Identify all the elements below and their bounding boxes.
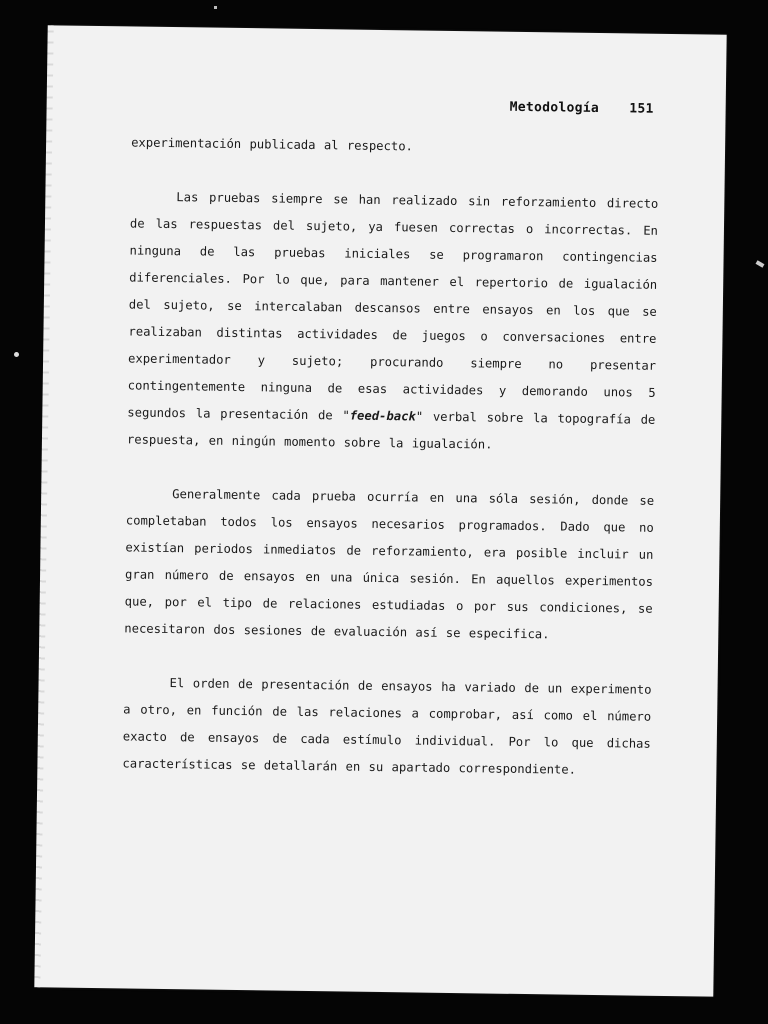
paragraph-reinforcement — [127, 183, 659, 460]
scan-dust-mark — [14, 352, 19, 357]
page-number: 151 — [629, 101, 654, 117]
paragraph-text: Las pruebas siempre se han realizado sin reforzamiento directo de las respuestas del sujeto, ya fuesen correctas o incorrectas. En ninguna de las pruebas iniciales se programaron contingencias diferenciales. Por lo que, para mantener el repertorio de igualación del sujeto, se intercalaban descansos entre ensayos en los que se realizaban distintas actividades de juegos o conversaciones entre experimentador y sujeto; procurando siempre no presentar contingentemente ninguna de esas actividades y demorando unos 5 segundos la presentación de " — [127, 190, 659, 423]
scan-dust-mark — [214, 6, 217, 9]
paragraph-text: " verbal sobre la topografía de respuesta, en ningún momento sobre la igualación. — [126, 409, 656, 452]
paragraph-sessions: Generalmente cada prueba ocurría en una sóla sesión, donde se completaban todos los ensayos necesarios programados. Dado que no existían periodos inmediatos de reforzamiento, era posible incluir un gran número de ensayos en una única sesión. En aquellos experimentos que, por el tipo de relaciones estudiadas o por sus condiciones, se necesitaron dos sesiones de evaluación así se especifica. — [124, 487, 655, 642]
page-body — [122, 129, 659, 784]
emphasized-term: feed-back — [349, 408, 416, 424]
document-page — [37, 25, 726, 996]
running-title: Metodología — [509, 99, 600, 116]
paragraph-trial-order: El orden de presentación de ensayos ha variado de un experimento a otro, en función de las relaciones a comprobar, así como el número exacto de ensayos de cada estímulo individual. Por lo que dichas características se detallarán en su apartado correspondiente. — [122, 676, 652, 777]
page-header — [510, 100, 654, 117]
scan-dust-mark — [756, 260, 765, 267]
paragraph-continuation: experimentación publicada al respecto. — [131, 135, 414, 154]
